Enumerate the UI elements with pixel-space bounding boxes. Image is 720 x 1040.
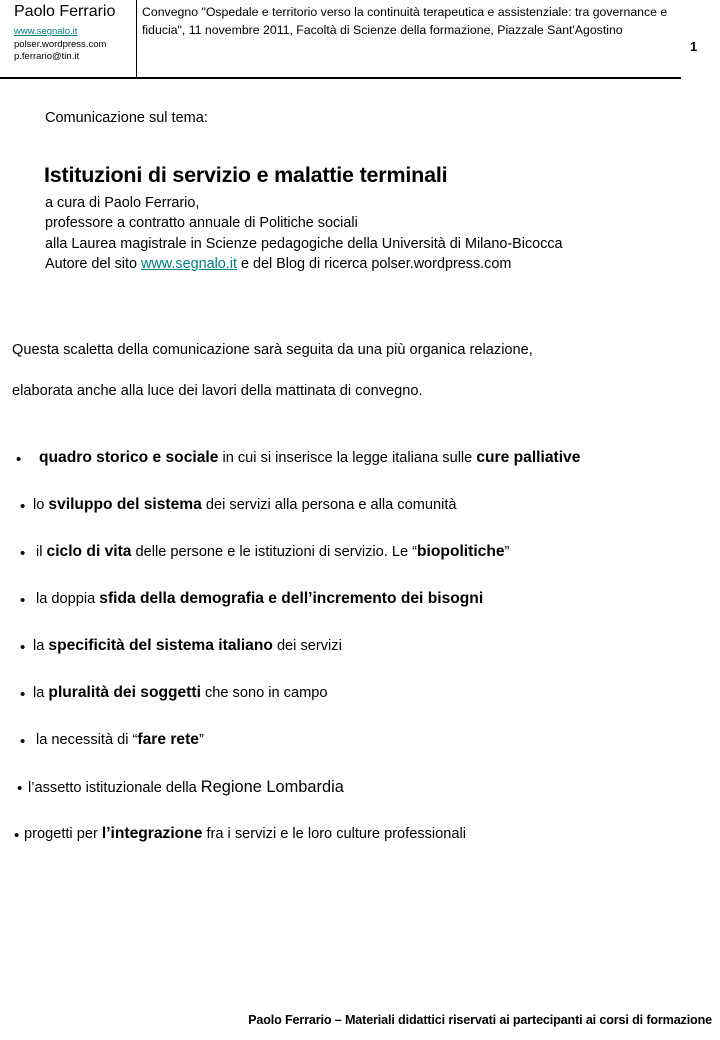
bullet-marker-icon: • xyxy=(20,686,26,703)
list-item xyxy=(0,587,720,634)
topic-bullet-list xyxy=(0,446,720,869)
bullet-marker-icon: • xyxy=(17,780,23,797)
byline-line-3: alla Laurea magistrale in Scienze pedagogiche della Università di Milano-Bicocca xyxy=(45,235,563,252)
list-item-label: progetti per l’integrazione fra i servizi e le loro culture professionali xyxy=(24,825,467,842)
page-title: Istituzioni di servizio e malattie terminali xyxy=(44,163,448,188)
list-item xyxy=(0,446,720,493)
byline-line-4 xyxy=(45,254,675,274)
list-item xyxy=(0,822,720,869)
bullet-marker-icon: • xyxy=(20,733,26,750)
bullet-marker-icon: • xyxy=(14,827,20,844)
list-item-label: la specificità del sistema italiano dei servizi xyxy=(33,637,342,654)
page-number: 1 xyxy=(690,39,698,54)
author-contact-block xyxy=(14,3,132,62)
abstract-line-2: elaborata anche alla luce dei lavori della mattinata di convegno. xyxy=(12,383,423,399)
list-item-label: quadro storico e sociale in cui si inserisce la legge italiana sulle cure palliative xyxy=(39,449,581,466)
list-item-label: lo sviluppo del sistema dei servizi alla persona e alla comunità xyxy=(33,496,457,513)
byline-line-1: a cura di Paolo Ferrario, xyxy=(45,195,200,211)
footer-note: Paolo Ferrario – Materiali didattici riservati ai partecipanti ai corsi di formazione xyxy=(248,1013,712,1027)
bullet-marker-icon: • xyxy=(20,545,26,562)
header-horizontal-rule xyxy=(0,77,681,79)
byline-line-2: professore a contratto annuale di Politiche sociali xyxy=(45,215,358,232)
list-item xyxy=(0,493,720,540)
author-name: Paolo Ferrario xyxy=(14,3,116,20)
bullet-marker-icon: • xyxy=(20,639,26,656)
author-email-text: p.ferrario@tin.it xyxy=(14,50,80,62)
event-description: Convegno "Ospedale e territorio verso la continuità terapeutica e assistenziale: tra governance e fiducia", 11 novembre 2011, Facoltà di Scienze della formazione, Piazzale Sant'Agostino xyxy=(142,5,668,37)
author-blog-text: polser.wordpress.com xyxy=(14,39,107,50)
bullet-marker-icon: • xyxy=(20,592,26,609)
list-item-label: la doppia sfida della demografia e dell’incremento dei bisogni xyxy=(36,590,484,607)
author-website-link[interactable]: www.segnalo.it xyxy=(14,26,78,37)
list-item-label: l’assetto istituzionale della Regione Lombardia xyxy=(28,778,344,796)
byline-website-link[interactable]: www.segnalo.it xyxy=(141,255,237,272)
list-item xyxy=(0,540,720,587)
intro-label: Comunicazione sul tema: xyxy=(45,110,208,126)
bullet-marker-icon: • xyxy=(20,498,26,515)
byline-block xyxy=(45,193,675,274)
bullet-marker-icon: • xyxy=(16,451,22,468)
abstract-block xyxy=(12,330,702,412)
list-item xyxy=(0,681,720,728)
list-item-label: il ciclo di vita delle persone e le istituzioni di servizio. Le “biopolitiche” xyxy=(36,543,510,560)
header-vertical-divider xyxy=(136,0,137,78)
page-header xyxy=(0,0,720,79)
list-item-label: la pluralità dei soggetti che sono in campo xyxy=(33,684,328,701)
byline-site-suffix: e del Blog di ricerca polser.wordpress.com xyxy=(236,255,512,272)
abstract-line-1: Questa scaletta della comunicazione sarà seguita da una più organica relazione, xyxy=(12,342,533,358)
list-item xyxy=(0,634,720,681)
byline-site-prefix: Autore del sito xyxy=(45,255,141,272)
list-item-label: la necessità di “fare rete” xyxy=(36,731,204,748)
list-item xyxy=(0,775,720,822)
list-item xyxy=(0,728,720,775)
